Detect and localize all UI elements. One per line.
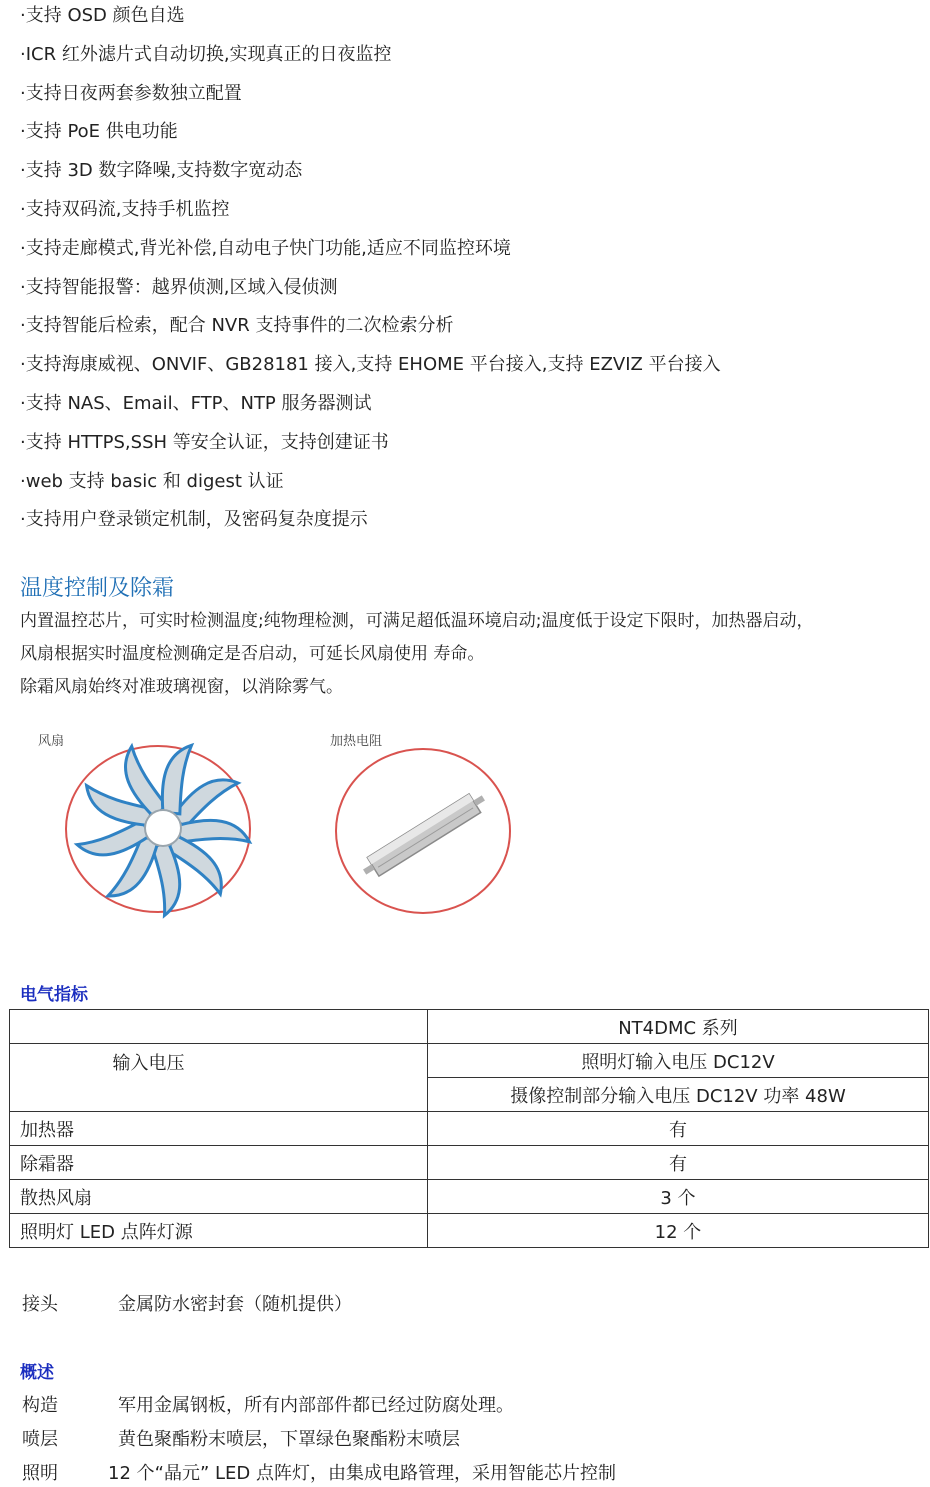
overview-label: 照明 [22, 1463, 58, 1484]
spec-value-cell: 有 [428, 1146, 929, 1180]
heater-figure [318, 725, 528, 920]
feature-item: ·支持 HTTPS,SSH 等安全认证，支持创建证书 [20, 431, 389, 453]
overview-label: 喷层 [22, 1429, 58, 1450]
feature-item: ·支持 3D 数字降噪,支持数字宽动态 [20, 160, 303, 182]
feature-item: ·支持日夜两套参数独立配置 [20, 82, 242, 104]
spec-value-cell: 12 个 [428, 1214, 929, 1248]
overview-value: 黄色聚酯粉末喷层，下罩绿色聚酯粉末喷层 [118, 1429, 460, 1450]
temperature-description [20, 605, 920, 704]
feature-item: ·支持用户登录锁定机制，及密码复杂度提示 [20, 509, 368, 531]
temperature-line: 风扇根据实时温度检测确定是否启动，可延长风扇使用 寿命。 [20, 644, 485, 664]
feature-item: ·支持海康威视、ONVIF、GB28181 接入,支持 EHOME 平台接入,支持 EZVIZ 平台接入 [20, 354, 721, 376]
spec-value-cell: 有 [428, 1112, 929, 1146]
feature-item: ·支持智能报警：越界侦测,区域入侵侦测 [20, 276, 338, 298]
spec-label-cell: 加热器 [10, 1112, 428, 1146]
table-row [10, 1010, 929, 1044]
electrical-heading: 电气指标 [20, 985, 88, 1005]
temperature-line: 除霜风扇始终对准玻璃视窗，以消除雾气。 [20, 677, 343, 697]
connector-value: 金属防水密封套（随机提供） [118, 1294, 352, 1315]
feature-item: ·支持智能后检索，配合 NVR 支持事件的二次检索分析 [20, 315, 454, 337]
overview-value: 军用金属钢板，所有内部部件都已经过防腐处理。 [118, 1395, 514, 1416]
temperature-line: 内置温控芯片，可实时检测温度;纯物理检测，可满足超低温环境启动;温度低于设定下限时，加热器启动， [20, 611, 814, 631]
table-row [10, 1146, 929, 1180]
series-header-cell: NT4DMC 系列 [428, 1010, 929, 1044]
feature-item: ·支持 NAS、Email、FTP、NTP 服务器测试 [20, 392, 372, 414]
feature-list [20, 0, 900, 543]
feature-item: ·支持 PoE 供电功能 [20, 121, 178, 143]
fan-illustration [30, 725, 270, 920]
table-row [10, 1214, 929, 1248]
overview-value: 12 个“晶元” LED 点阵灯，由集成电路管理，采用智能芯片控制 [108, 1463, 616, 1484]
overview-label: 构造 [22, 1395, 58, 1416]
voltage-label-cell: 输入电压 [10, 1044, 428, 1112]
fan-label: 风扇 [38, 734, 65, 749]
spec-label-cell: 照明灯 LED 点阵灯源 [10, 1214, 428, 1248]
table-cell-empty [10, 1010, 428, 1044]
table-row [10, 1044, 929, 1078]
heater-illustration [318, 725, 528, 920]
temperature-heading: 温度控制及除霜 [20, 576, 175, 601]
connector-label: 接头 [22, 1294, 58, 1315]
voltage-value-cell: 摄像控制部分输入电压 DC12V 功率 48W [428, 1078, 929, 1112]
electrical-spec-table [9, 1009, 929, 1248]
spec-value-cell: 3 个 [428, 1180, 929, 1214]
feature-item: ·支持 OSD 颜色自选 [20, 5, 185, 26]
heater-label: 加热电阻 [330, 734, 383, 749]
feature-item: ·ICR 红外滤片式自动切换,实现真正的日夜监控 [20, 43, 392, 65]
feature-item: ·支持走廊模式,背光补偿,自动电子快门功能,适应不同监控环境 [20, 237, 511, 259]
spec-label-cell: 散热风扇 [10, 1180, 428, 1214]
feature-item: ·web 支持 basic 和 digest 认证 [20, 470, 284, 492]
spec-label-cell: 除霜器 [10, 1146, 428, 1180]
table-row [10, 1180, 929, 1214]
fan-figure [30, 725, 270, 920]
feature-item: ·支持双码流,支持手机监控 [20, 198, 230, 220]
overview-heading: 概述 [20, 1363, 54, 1383]
voltage-value-cell: 照明灯输入电压 DC12V [428, 1044, 929, 1078]
table-row [10, 1112, 929, 1146]
